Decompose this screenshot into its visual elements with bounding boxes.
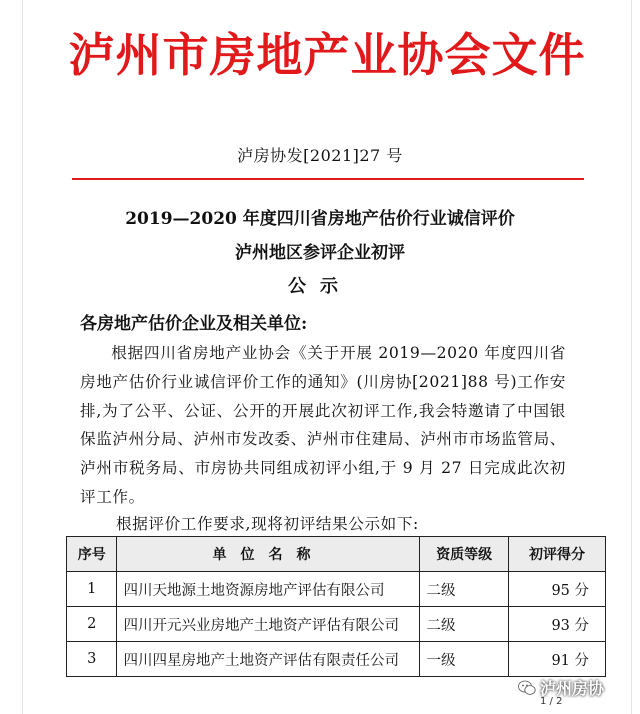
watermark-text: 泸州房协 xyxy=(540,679,605,698)
header-divider xyxy=(72,178,584,180)
row-score: 93 分 xyxy=(508,607,605,642)
row-name: 四川四星房地产土地资产评估有限责任公司 xyxy=(117,642,420,677)
row-no: 1 xyxy=(67,572,117,607)
row-level: 二级 xyxy=(420,607,508,642)
row-score: 91 分 xyxy=(508,642,605,677)
header-score: 初评得分 xyxy=(508,537,605,572)
table-header-row xyxy=(67,537,606,572)
row-level: 二级 xyxy=(420,572,508,607)
page-border-left xyxy=(22,0,23,714)
notice-title-line-1: 2019—2020 年度四川省房地产估价行业诚信评价 xyxy=(125,209,515,229)
row-name: 四川天地源土地资源房地产评估有限公司 xyxy=(117,572,420,607)
notice-title-line-3: 公示 xyxy=(288,276,352,297)
row-score: 95 分 xyxy=(508,572,605,607)
results-table xyxy=(66,536,606,677)
body-text xyxy=(80,339,566,512)
table-row xyxy=(67,572,606,607)
body-paragraph-1: 根据四川省房地产业协会《关于开展 2019—2020 年度四川省房地产估价行业诚信评价工作的通知》(川房协[2021]88 号)工作安排,为了公平、公证、公开的开展此次初评工作,我会特邀请了中国银保监泸州分局、泸州市发改委、泸州市住建局、泸州市市场监管局、泸州市税务局、市房协共同组成初评小组,于 9 月 27 日完成此次初评工作。 xyxy=(80,344,566,506)
notice-title-line-2: 泸州地区参评企业初评 xyxy=(235,243,405,263)
header-no: 序号 xyxy=(67,537,117,572)
row-no: 2 xyxy=(67,607,117,642)
header-level: 资质等级 xyxy=(420,537,508,572)
table-row xyxy=(67,607,606,642)
document-header-title: 泸州市房地产业协会文件 xyxy=(68,28,586,82)
header-name: 单位名称 xyxy=(117,537,420,572)
body-paragraph-2: 根据评价工作要求,现将初评结果公示如下: xyxy=(116,515,419,533)
page-indicator: 1 / 2 xyxy=(540,696,563,707)
row-no: 3 xyxy=(67,642,117,677)
page-border-right xyxy=(631,0,632,714)
row-name: 四川开元兴业房地产土地资产评估有限公司 xyxy=(117,607,420,642)
wechat-icon xyxy=(518,680,536,696)
salutation: 各房地产估价企业及相关单位: xyxy=(80,314,308,334)
document-number: 泸房协发[2021]27 号 xyxy=(237,146,403,165)
row-level: 一级 xyxy=(420,642,508,677)
table-row xyxy=(67,642,606,677)
